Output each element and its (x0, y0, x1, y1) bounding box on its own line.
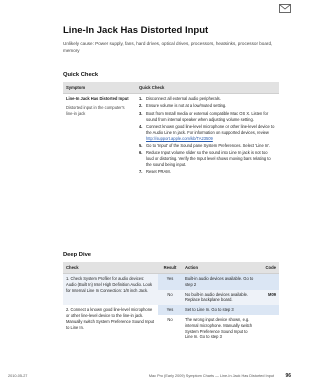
footer-document-title: Mac Pro (Early 2009) Symptom Charts — Line-In Jack Has Distorted Input (148, 374, 274, 378)
intro-text: Unlikely cause: Power supply, fans, hard drives, optical drives, processors, heatsinks, processor board, memory (63, 41, 273, 53)
action-cell: Built-in audio devices available. Go to step 2 (182, 274, 257, 290)
result-cell: Yes (158, 305, 182, 315)
page-number: 96 (285, 373, 291, 379)
footer-date: 2010-05-27 (8, 374, 28, 378)
page-title: Line-In Jack Has Distorted Input (63, 25, 209, 36)
deep-dive-heading: Deep Dive (63, 252, 92, 258)
quick-check-header-row (63, 82, 279, 94)
quick-check-steps-cell (136, 94, 279, 179)
quick-check-step: 6. Reduce Input volume slider so the sound into Line In jack is not too loud or distorting. Verify the Input level shows moving bars relating to the sound being input. (139, 150, 271, 167)
deep-dive-header-row (63, 262, 279, 274)
check-cell: 2. Connect a known good line-level microphone or other line-level device to the line-in jack. Manually switch System Preference Sound Input to Line In. (63, 305, 158, 342)
quick-check-step: 7. Reset PRAM. (139, 169, 171, 175)
quick-check-steps (139, 96, 276, 175)
check-cell: 1. Check System Profiler for audio devices: Audio (Built In) Intel High Definition Audio. Look for Internal Line In Connection: 1/8 inch Jack. (63, 274, 158, 306)
result-cell: No (158, 290, 182, 306)
support-link[interactable]: http://support.apple.com/kb/TA23509 (146, 135, 213, 141)
quick-check-step: 3. Boot from Install media or external compatible Mac OS X. Listen for sound from internal speaker when adjusting volume setting. (139, 110, 269, 122)
code-cell (257, 315, 279, 342)
code-cell: M09 (257, 290, 279, 306)
result-column-header: Result (158, 262, 182, 274)
code-cell (257, 305, 279, 315)
quick-check-table (63, 82, 279, 179)
quick-check-row (63, 94, 279, 179)
action-cell: Set to Line In. Go to step 3 (182, 305, 257, 315)
quick-check-step: 5. Go to 'Input' of the Sound pane System Preferences. Select 'Line In'. (139, 142, 271, 148)
code-cell (257, 274, 279, 290)
quick-check-heading: Quick Check (63, 72, 99, 78)
table-row (63, 274, 279, 290)
symptom-title: Line-In Jack Has Distorted Input (66, 96, 129, 101)
symptom-description: Distorted input in the computer's line-in jack (66, 104, 125, 116)
code-column-header: Code (257, 262, 279, 274)
action-cell: No built-in audio devices available. Replace backplane board. (182, 290, 257, 306)
action-column-header: Action (182, 262, 257, 274)
symptom-column-header: Symptom (63, 82, 136, 94)
deep-dive-table (63, 262, 279, 342)
result-cell: Yes (158, 274, 182, 290)
result-cell: No (158, 315, 182, 342)
envelope-icon[interactable] (279, 4, 291, 13)
quick-check-step: 4. Connect known good line-level microphone or other line-level device to the Audio Line In jack. For information on supported devices, review http://support.apple.com/kb/TA23509 (139, 123, 275, 141)
symptom-cell (63, 94, 136, 179)
check-column-header: Check (63, 262, 158, 274)
quick-check-step: 2. Ensure volume is not at a low/muted setting. (139, 103, 227, 109)
action-cell: The wrong input device shown, e.g. internal microphone. Manually switch System Preference Sound Input to Line In. Go to step 3 (182, 315, 257, 342)
table-row (63, 305, 279, 315)
quick-check-step: 1. Disconnect all external audio peripherals. (139, 96, 221, 101)
quick-check-column-header: Quick Check (136, 82, 279, 94)
